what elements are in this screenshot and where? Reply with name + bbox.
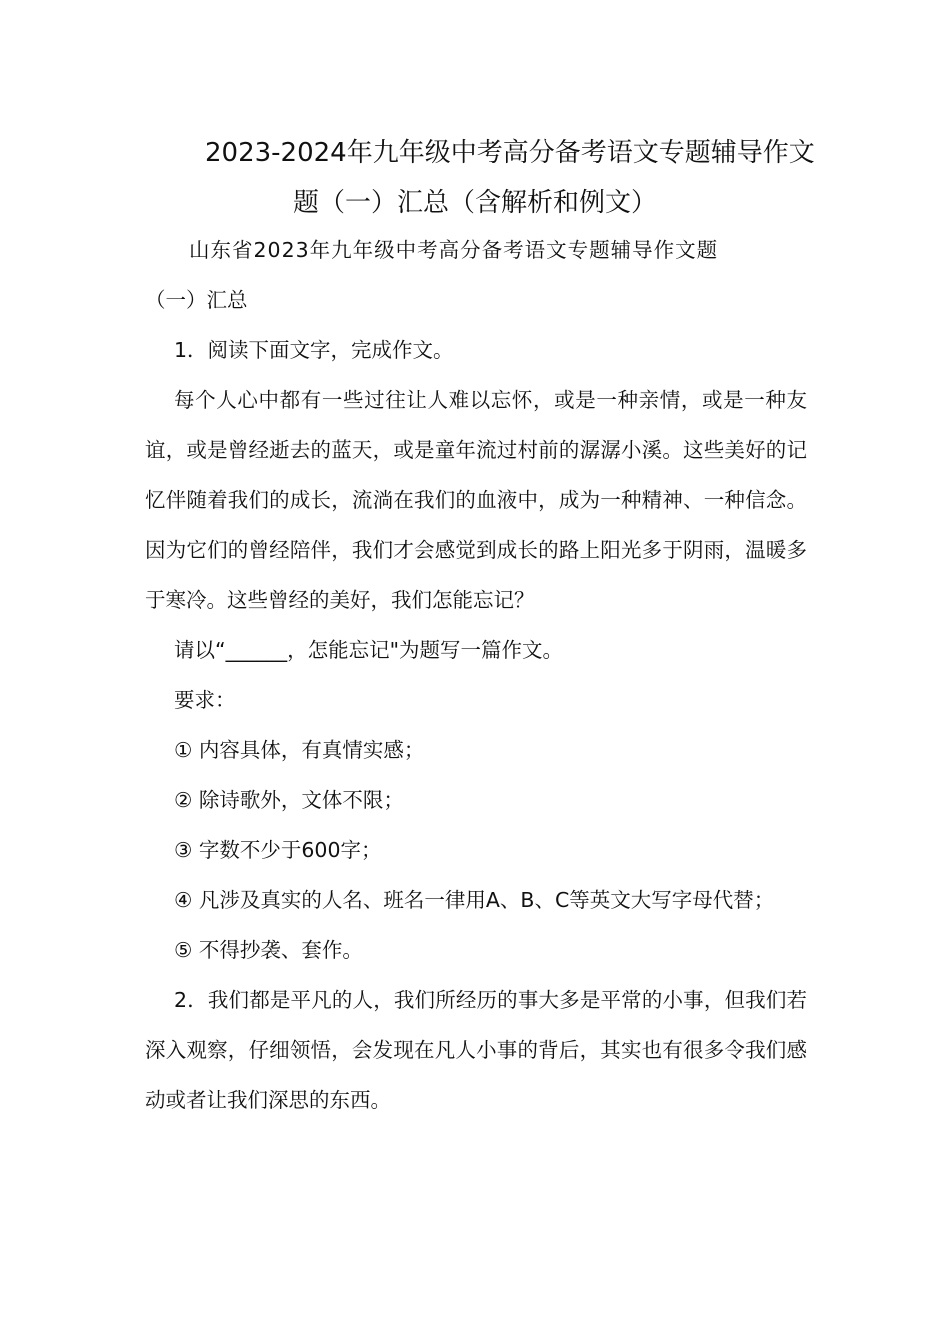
document-title-line-1: 2023-2024年九年级中考高分备考语文专题辅导作文 xyxy=(205,138,815,168)
requirement-3: ③ 字数不少于600字； xyxy=(174,838,382,862)
requirement-4: ④ 凡涉及真实的人名、班名一律用A、B、C等英文大写字母代替； xyxy=(174,888,775,912)
question-1-intro: 1．阅读下面文字，完成作文。 xyxy=(174,338,454,362)
question-1-prompt: 请以“______，怎能忘记"为题写一篇作文。 xyxy=(174,638,564,662)
requirement-2: ② 除诗歌外，文体不限； xyxy=(174,788,404,812)
document-title-line-2: 题（一）汇总（含解析和例文） xyxy=(292,188,657,218)
subtitle-line-2: （一）汇总 xyxy=(145,288,248,312)
requirement-1: ① 内容具体，有真情实感； xyxy=(174,738,425,762)
document-body xyxy=(145,225,807,1125)
subtitle-line-1: 山东省2023年九年级中考高分备考语文专题辅导作文题 xyxy=(189,238,719,262)
requirements-label: 要求： xyxy=(174,688,236,712)
question-2-passage: 2．我们都是平凡的人，我们所经历的事大多是平常的小事，但我们若深入观察，仔细领悟，会发现在凡人小事的背后，其实也有很多令我们感动或者让我们深思的东西。 xyxy=(145,988,807,1112)
requirement-5: ⑤ 不得抄袭、套作。 xyxy=(174,938,363,962)
question-1-passage: 每个人心中都有一些过往让人难以忘怀，或是一种亲情，或是一种友谊，或是曾经逝去的蓝天，或是童年流过村前的潺潺小溪。这些美好的记忆伴随着我们的成长，流淌在我们的血液中，成为一种精神、一种信念。因为它们的曾经陪伴，我们才会感觉到成长的路上阳光多于阴雨，温暖多于寒冷。这些曾经的美好，我们怎能忘记？ xyxy=(145,388,807,612)
